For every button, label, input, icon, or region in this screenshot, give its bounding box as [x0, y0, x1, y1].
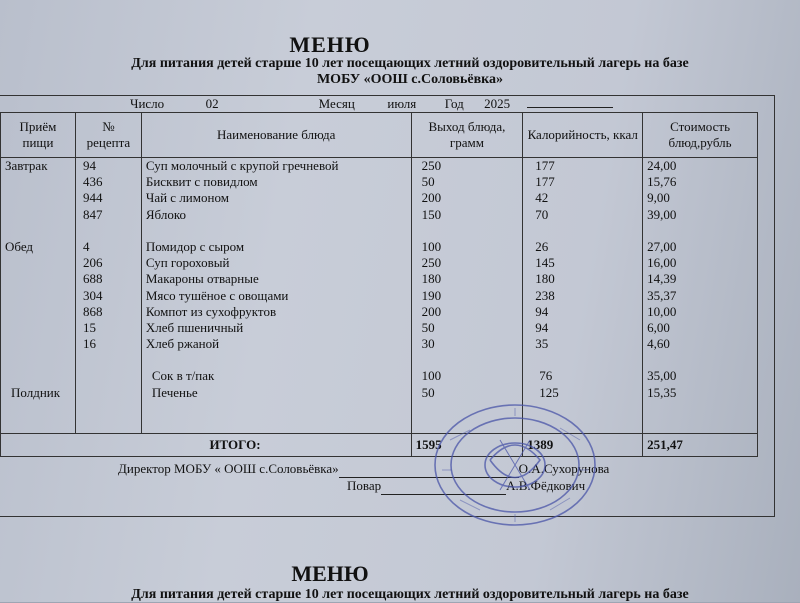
dish-name: Печенье: [151, 384, 198, 400]
price-column: [643, 158, 758, 434]
portion-value: 200: [421, 303, 442, 319]
director-label: Директор МОБУ « ООШ с.Соловьёвка»: [118, 461, 339, 476]
price-value: 39,00: [647, 206, 677, 222]
recipe-number: 94: [82, 158, 96, 173]
day-value: 02: [164, 96, 260, 113]
recipe-number: 688: [82, 271, 103, 287]
next-page-subtitle: Для питания детей старше 10 лет посещающих летний оздоровительный лагерь на базе: [131, 587, 689, 602]
col-calories-header: Калорийность, ккал: [523, 113, 643, 158]
dish-name: Макароны отварные: [145, 271, 259, 287]
dish-name: Чай с лимоном: [145, 190, 229, 206]
portion-value: 250: [421, 255, 442, 271]
portion-value: 30: [421, 336, 435, 352]
dish-name: Помидор с сыром: [145, 238, 245, 254]
portion-value: 100: [421, 368, 442, 384]
price-value: 35,00: [647, 368, 677, 384]
price-value: 4,60: [647, 336, 670, 352]
dish-name: Хлеб ржаной: [145, 336, 220, 352]
dish-name: Суп гороховый: [145, 255, 230, 271]
portion-value: 50: [421, 384, 435, 400]
table-header-row: [1, 113, 758, 158]
col-price-header: Стоимость блюд,рубль: [643, 113, 758, 158]
recipe-number: 16: [82, 336, 96, 352]
calories-value: 35: [535, 336, 549, 352]
meal-column: [1, 158, 76, 434]
total-label: ИТОГО:: [1, 434, 412, 457]
price-value: 14,39: [647, 271, 677, 287]
month-value: июля: [387, 96, 417, 111]
calories-column: [523, 158, 643, 434]
calories-value: 180: [535, 271, 555, 287]
director-name: О.А.Сухорунова: [518, 461, 610, 476]
col-portion-header: Выход блюда, грамм: [411, 113, 523, 158]
total-row: [1, 434, 758, 457]
cook-name: А.В.Фёдкович: [506, 478, 586, 493]
price-value: 35,37: [647, 287, 677, 303]
price-value: 10,00: [647, 303, 677, 319]
total-price: 251,47: [643, 434, 758, 457]
total-portion: 1595: [411, 434, 523, 457]
date-line: [130, 96, 613, 113]
official-stamp: [430, 400, 600, 530]
portion-value: 150: [421, 206, 442, 222]
subtitle-line-2: МОБУ «ООШ с.Соловьёвка»: [316, 72, 504, 87]
calories-value: 70: [535, 206, 549, 222]
portion-value: 50: [421, 174, 435, 190]
price-value: 15,35: [647, 384, 677, 400]
meal-name: Обед: [5, 238, 34, 254]
price-value: 6,00: [647, 319, 670, 335]
next-page-title: МЕНЮ: [291, 561, 369, 586]
menu-table: [0, 112, 758, 457]
col-recipe-header: № рецепта: [75, 113, 141, 158]
recipe-number: 436: [82, 174, 103, 190]
calories-value: 145: [535, 255, 555, 271]
col-meal-header: Приём пищи: [1, 113, 76, 158]
price-value: 27,00: [647, 238, 677, 254]
calories-value: 26: [535, 238, 549, 254]
recipe-number: 944: [82, 190, 103, 206]
portion-column: [411, 158, 523, 434]
calories-value: 177: [535, 158, 555, 173]
price-value: 16,00: [647, 255, 677, 271]
recipe-number: 868: [82, 303, 103, 319]
calories-value: 177: [535, 174, 555, 190]
year-label: Год: [444, 96, 464, 111]
recipe-number: 4: [82, 238, 90, 254]
portion-value: 100: [421, 238, 442, 254]
day-label: Число: [130, 96, 165, 111]
dish-name: Сок в т/пак: [151, 368, 215, 384]
portion-value: 190: [421, 287, 442, 303]
recipe-number: 847: [82, 206, 103, 222]
portion-value: 180: [421, 271, 442, 287]
dish-name: Бисквит с повидлом: [145, 174, 258, 190]
col-dish-header: Наименование блюда: [141, 113, 411, 158]
calories-value: 94: [535, 319, 549, 335]
portion-value: 50: [421, 319, 435, 335]
calories-value: 94: [535, 303, 549, 319]
dish-column: [141, 158, 411, 434]
total-calories: 1389: [523, 434, 643, 457]
calories-value: 42: [535, 190, 549, 206]
calories-value: 238: [535, 287, 555, 303]
calories-value: 76: [539, 368, 553, 384]
calories-value: 125: [539, 384, 559, 400]
dish-name: Мясо тушёное с овощами: [145, 287, 289, 303]
dish-name: Суп молочный с крупой гречневой: [145, 158, 339, 173]
portion-value: 200: [421, 190, 442, 206]
recipe-column: [75, 158, 141, 434]
price-value: 9,00: [647, 190, 670, 206]
portion-value: 250: [421, 158, 442, 173]
recipe-number: 15: [82, 319, 96, 335]
subtitle-line-1: Для питания детей старше 10 лет посещающих летний оздоровительный лагерь на базе: [131, 56, 689, 71]
dish-name: Яблоко: [145, 206, 186, 222]
table-body-row: [1, 158, 758, 434]
cook-label: Повар: [347, 478, 382, 493]
year-value: 2025: [467, 96, 527, 113]
dish-name: Компот из сухофруктов: [145, 303, 277, 319]
recipe-number: 304: [82, 287, 103, 303]
dish-name: Хлеб пшеничный: [145, 319, 244, 335]
meal-name: Полдник: [11, 384, 61, 400]
price-value: 15,76: [647, 174, 677, 190]
recipe-number: 206: [82, 255, 103, 271]
price-value: 24,00: [647, 158, 677, 173]
meal-name: Завтрак: [5, 158, 48, 173]
month-label: Месяц: [318, 96, 355, 111]
page-title: МЕНЮ: [289, 32, 371, 57]
